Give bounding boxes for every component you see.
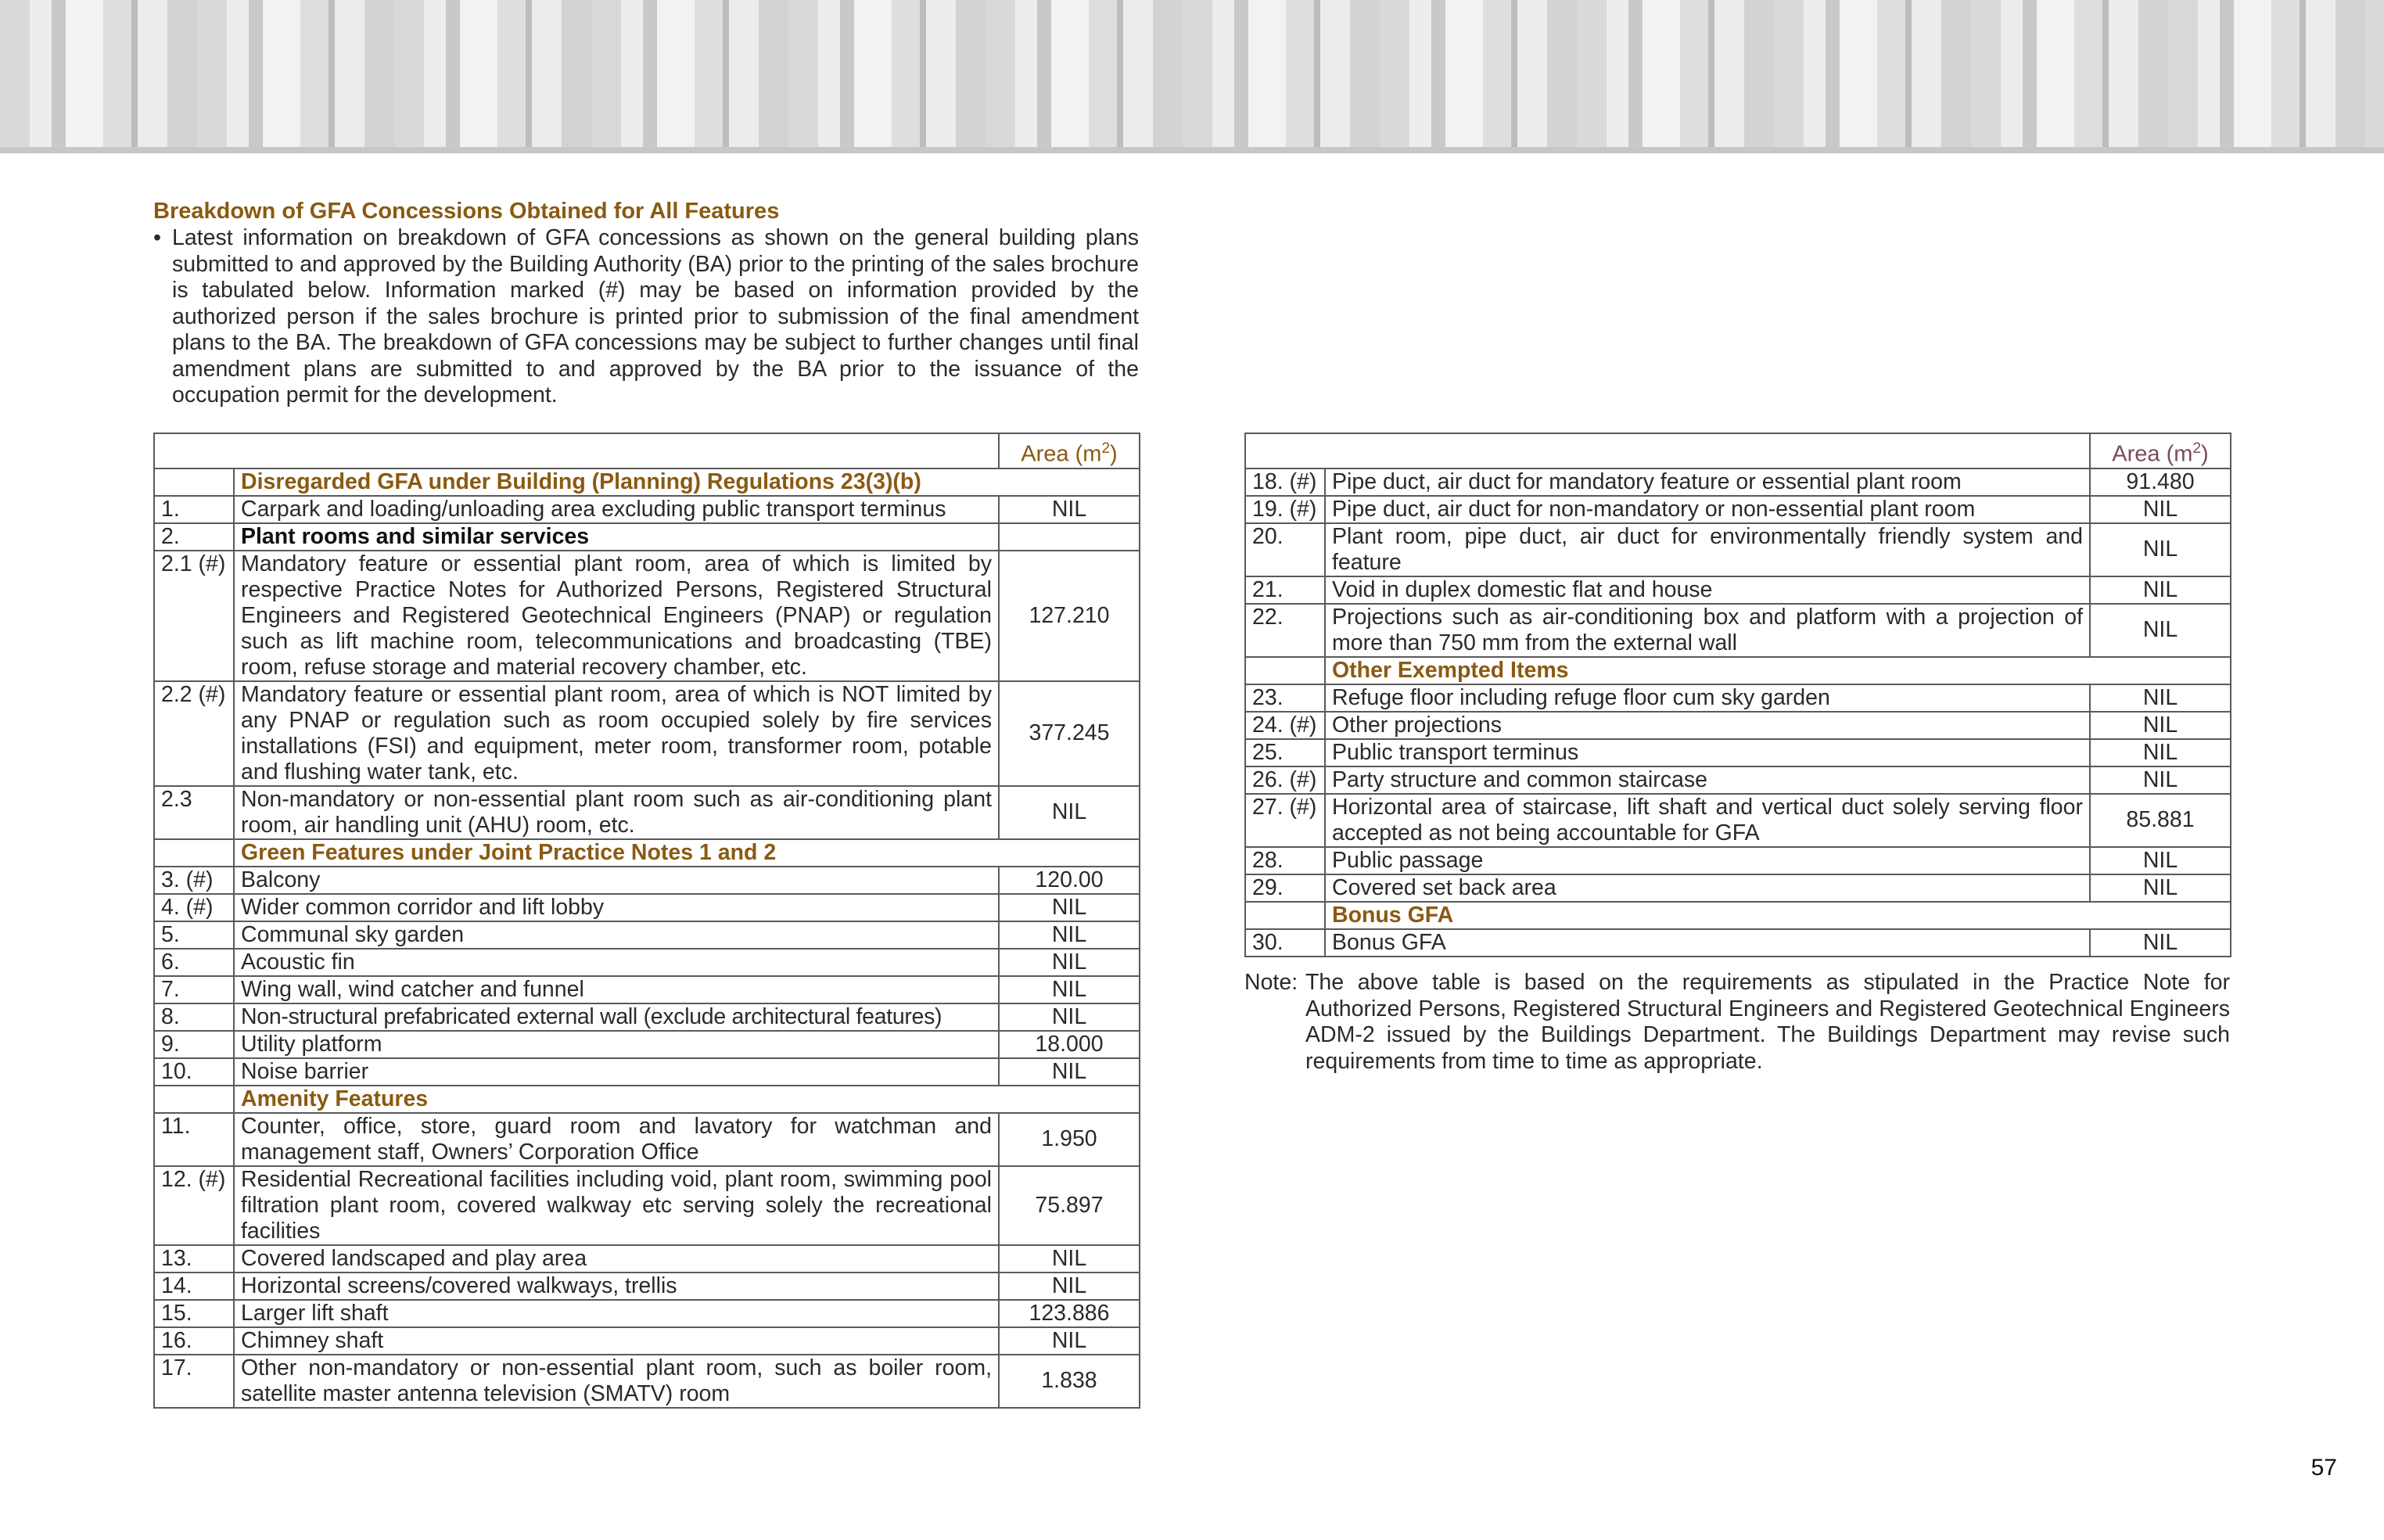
note-paragraph xyxy=(1244,970,2230,1075)
table-row xyxy=(1245,847,2231,874)
table-row xyxy=(154,1300,1140,1327)
row-description: Plant rooms and similar services xyxy=(234,523,999,551)
row-number: 25. xyxy=(1245,739,1325,766)
row-area: NIL xyxy=(2090,874,2231,902)
table-row xyxy=(154,1003,1140,1031)
row-area: 127.210 xyxy=(999,551,1140,681)
row-area: NIL xyxy=(2090,766,2231,794)
row-number: 8. xyxy=(154,1003,234,1031)
row-description: Larger lift shaft xyxy=(234,1300,999,1327)
row-description: Horizontal area of staircase, lift shaft and vertical duct solely serving floor accepted as not being accountable for GFA xyxy=(1325,794,2090,847)
row-number: 6. xyxy=(154,949,234,976)
row-number: 18. (#) xyxy=(1245,468,1325,496)
row-description: Public transport terminus xyxy=(1325,739,2090,766)
table-row xyxy=(154,551,1140,681)
category-row xyxy=(154,839,1140,867)
row-number: 15. xyxy=(154,1300,234,1327)
area-header-close: ) xyxy=(1110,441,1118,467)
row-area: 120.00 xyxy=(999,867,1140,894)
category-row xyxy=(154,468,1140,496)
row-area: NIL xyxy=(999,496,1140,523)
row-area: NIL xyxy=(2090,496,2231,523)
section-title: Breakdown of GFA Concessions Obtained for All Features xyxy=(153,199,780,224)
category-row xyxy=(1245,657,2231,684)
gfa-table-left xyxy=(153,433,1140,1409)
table-row xyxy=(154,681,1140,786)
row-number: 22. xyxy=(1245,604,1325,657)
area-column-header xyxy=(2090,433,2231,468)
row-number: 12. (#) xyxy=(154,1166,234,1245)
row-area: 1.838 xyxy=(999,1355,1140,1408)
row-number: 4. (#) xyxy=(154,894,234,921)
row-description: Noise barrier xyxy=(234,1058,999,1086)
row-number: 2.1 (#) xyxy=(154,551,234,681)
table-row xyxy=(154,976,1140,1003)
row-area: NIL xyxy=(999,949,1140,976)
table-row xyxy=(154,786,1140,839)
header-blank-cell xyxy=(1245,433,2090,468)
row-description: Mandatory feature or essential plant room, area of which is NOT limited by any PNAP or regulation such as room occupied solely by fire services installations (FSI) and equipment, meter room, transformer room, potable and flushing water tank, etc. xyxy=(234,681,999,786)
row-description: Counter, office, store, guard room and lavatory for watchman and management staff, Owners’ Corporation Office xyxy=(234,1113,999,1166)
area-header-text: Area (m xyxy=(1021,441,1102,467)
gfa-table-right xyxy=(1244,433,2231,957)
row-description: Other projections xyxy=(1325,712,2090,739)
row-area: NIL xyxy=(2090,847,2231,874)
table-header-row xyxy=(1245,433,2231,468)
page-number: 57 xyxy=(2310,1455,2337,1481)
row-description: Mandatory feature or essential plant room, area of which is limited by respective Practice Notes for Authorized Persons, Registered Structural Engineers and Registered Geotechnical Engineers (PNAP) or regulation such as lift machine room, telecommunications and broadcasting (TBE) room, refuse storage and material recovery chamber, etc. xyxy=(234,551,999,681)
row-description: Covered landscaped and play area xyxy=(234,1245,999,1273)
row-area: 1.950 xyxy=(999,1113,1140,1166)
row-number: 13. xyxy=(154,1245,234,1273)
category-blank-cell xyxy=(1245,902,1325,929)
area-header-text: Area (m xyxy=(2112,441,2193,467)
row-description: Bonus GFA xyxy=(1325,929,2090,957)
intro-text: Latest information on breakdown of GFA concessions as shown on the general building plans submitted to and approved by the Building Authority (BA) prior to the printing of the sales brochure is tabulated below. Information marked (#) may be based on information provided by the authorized person if the sales brochure is printed prior to submission of the final amendment plans to the BA. The breakdown of GFA concessions may be subject to further changes until final amendment plans are submitted to and approved by the BA prior to the issuance of the occupation permit for the development. xyxy=(172,225,1139,407)
row-number: 24. (#) xyxy=(1245,712,1325,739)
table-row xyxy=(1245,576,2231,604)
table-row xyxy=(154,894,1140,921)
row-area: NIL xyxy=(2090,739,2231,766)
area-column-header xyxy=(999,433,1140,468)
row-number: 9. xyxy=(154,1031,234,1058)
category-row xyxy=(154,1086,1140,1113)
row-description: Non-mandatory or non-essential plant room such as air-conditioning plant room, air handling unit (AHU) room, etc. xyxy=(234,786,999,839)
row-description: Other non-mandatory or non-essential plant room, such as boiler room, satellite master antenna television (SMATV) room xyxy=(234,1355,999,1408)
row-number: 17. xyxy=(154,1355,234,1408)
table-row xyxy=(154,1113,1140,1166)
row-description: Carpark and loading/unloading area excluding public transport terminus xyxy=(234,496,999,523)
table-row xyxy=(154,1031,1140,1058)
row-area: NIL xyxy=(999,921,1140,949)
row-number: 3. (#) xyxy=(154,867,234,894)
bullet-icon: • xyxy=(153,225,161,250)
row-area: NIL xyxy=(2090,929,2231,957)
category-blank-cell xyxy=(154,839,234,867)
row-description: Communal sky garden xyxy=(234,921,999,949)
row-number: 1. xyxy=(154,496,234,523)
row-area: NIL xyxy=(999,1058,1140,1086)
row-number: 7. xyxy=(154,976,234,1003)
table-row xyxy=(154,1355,1140,1408)
category-title: Bonus GFA xyxy=(1325,902,2231,929)
row-description: Pipe duct, air duct for mandatory feature or essential plant room xyxy=(1325,468,2090,496)
row-area: 377.245 xyxy=(999,681,1140,786)
row-area: NIL xyxy=(999,976,1140,1003)
intro-paragraph xyxy=(153,225,1139,409)
table-row xyxy=(1245,684,2231,712)
row-area: NIL xyxy=(999,786,1140,839)
row-area: 75.897 xyxy=(999,1166,1140,1245)
table-row xyxy=(154,867,1140,894)
row-number: 27. (#) xyxy=(1245,794,1325,847)
table-row xyxy=(154,496,1140,523)
row-description: Residential Recreational facilities including void, plant room, swimming pool filtration plant room, covered walkway etc serving solely the recreational facilities xyxy=(234,1166,999,1245)
row-number: 14. xyxy=(154,1273,234,1300)
category-title: Disregarded GFA under Building (Planning) Regulations 23(3)(b) xyxy=(234,468,1140,496)
table-row xyxy=(154,1273,1140,1300)
row-description: Acoustic fin xyxy=(234,949,999,976)
row-description: Plant room, pipe duct, air duct for environmentally friendly system and feature xyxy=(1325,523,2090,576)
row-description: Wider common corridor and lift lobby xyxy=(234,894,999,921)
row-number: 26. (#) xyxy=(1245,766,1325,794)
row-area: 91.480 xyxy=(2090,468,2231,496)
row-number: 16. xyxy=(154,1327,234,1355)
row-area: NIL xyxy=(2090,523,2231,576)
row-number: 11. xyxy=(154,1113,234,1166)
table-row xyxy=(154,1327,1140,1355)
area-header-close: ) xyxy=(2201,441,2209,467)
row-number: 20. xyxy=(1245,523,1325,576)
row-area: NIL xyxy=(999,1273,1140,1300)
category-blank-cell xyxy=(1245,657,1325,684)
table-row xyxy=(1245,712,2231,739)
row-area xyxy=(999,523,1140,551)
row-description: Void in duplex domestic flat and house xyxy=(1325,576,2090,604)
row-area: NIL xyxy=(999,1003,1140,1031)
decorative-header-band xyxy=(0,0,2384,153)
row-description: Utility platform xyxy=(234,1031,999,1058)
row-description: Non-structural prefabricated external wall (exclude architectural features) xyxy=(234,1003,999,1031)
category-blank-cell xyxy=(154,468,234,496)
table-row xyxy=(1245,468,2231,496)
table-row xyxy=(154,1166,1140,1245)
area-header-superscript: 2 xyxy=(2192,440,2202,457)
row-number: 23. xyxy=(1245,684,1325,712)
category-row xyxy=(1245,902,2231,929)
table-row xyxy=(154,523,1140,551)
row-description: Balcony xyxy=(234,867,999,894)
row-area: NIL xyxy=(2090,576,2231,604)
row-area: 123.886 xyxy=(999,1300,1140,1327)
row-number: 21. xyxy=(1245,576,1325,604)
table-row xyxy=(154,1058,1140,1086)
row-description: Refuge floor including refuge floor cum sky garden xyxy=(1325,684,2090,712)
header-blank-cell xyxy=(154,433,999,468)
note-label: Note: xyxy=(1244,970,1298,995)
note-text: The above table is based on the requirements as stipulated in the Practice Note for Authorized Persons, Registered Structural Engineers and Registered Geotechnical Engineers ADM-2 issued by the Buildings Department. The Buildings Department may revise such requirements from time to time as appropriate. xyxy=(1305,970,2230,1074)
area-header-superscript: 2 xyxy=(1101,440,1111,457)
row-area: NIL xyxy=(2090,684,2231,712)
row-description: Public passage xyxy=(1325,847,2090,874)
row-area: 18.000 xyxy=(999,1031,1140,1058)
table-row xyxy=(1245,523,2231,576)
table-row xyxy=(1245,496,2231,523)
category-title: Other Exempted Items xyxy=(1325,657,2231,684)
row-number: 2.3 xyxy=(154,786,234,839)
row-description: Covered set back area xyxy=(1325,874,2090,902)
row-area: NIL xyxy=(2090,712,2231,739)
row-number: 28. xyxy=(1245,847,1325,874)
row-number: 29. xyxy=(1245,874,1325,902)
row-area: NIL xyxy=(999,1245,1140,1273)
table-row xyxy=(1245,794,2231,847)
table-row xyxy=(1245,874,2231,902)
row-description: Projections such as air-conditioning box and platform with a projection of more than 750 mm from the external wall xyxy=(1325,604,2090,657)
table-row xyxy=(154,949,1140,976)
row-number: 19. (#) xyxy=(1245,496,1325,523)
table-row xyxy=(1245,929,2231,957)
row-number: 2.2 (#) xyxy=(154,681,234,786)
row-description: Horizontal screens/covered walkways, trellis xyxy=(234,1273,999,1300)
row-area: NIL xyxy=(2090,604,2231,657)
row-description: Wing wall, wind catcher and funnel xyxy=(234,976,999,1003)
category-blank-cell xyxy=(154,1086,234,1113)
row-number: 30. xyxy=(1245,929,1325,957)
row-area: NIL xyxy=(999,1327,1140,1355)
row-area: 85.881 xyxy=(2090,794,2231,847)
table-row xyxy=(154,1245,1140,1273)
table-row xyxy=(1245,766,2231,794)
category-title: Amenity Features xyxy=(234,1086,1140,1113)
row-description: Party structure and common staircase xyxy=(1325,766,2090,794)
table-row xyxy=(154,921,1140,949)
category-title: Green Features under Joint Practice Notes 1 and 2 xyxy=(234,839,1140,867)
table-header-row xyxy=(154,433,1140,468)
row-number: 2. xyxy=(154,523,234,551)
row-number: 5. xyxy=(154,921,234,949)
table-row xyxy=(1245,739,2231,766)
row-area: NIL xyxy=(999,894,1140,921)
row-number: 10. xyxy=(154,1058,234,1086)
row-description: Pipe duct, air duct for non-mandatory or non-essential plant room xyxy=(1325,496,2090,523)
table-row xyxy=(1245,604,2231,657)
row-description: Chimney shaft xyxy=(234,1327,999,1355)
